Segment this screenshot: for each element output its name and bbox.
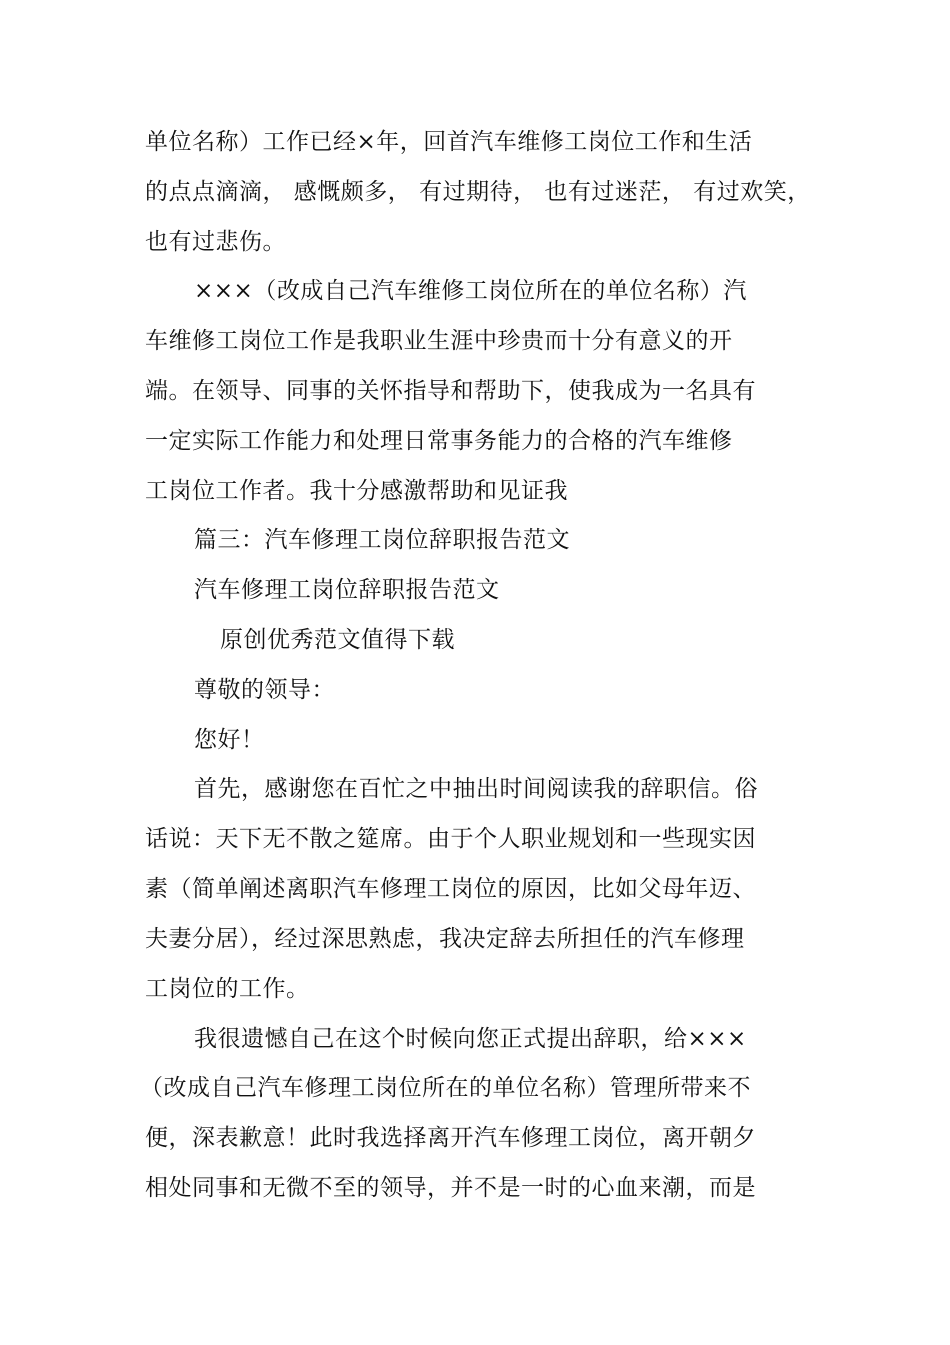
text-line: 车维修工岗位工作是我职业生涯中珍贵而十分有意义的开 — [145, 328, 733, 354]
text-line: 也有过悲伤。 — [145, 229, 286, 255]
text-line: 话说：天下无不散之筵席。由于个人职业规划和一些现实因 — [145, 826, 756, 852]
text-line: 工岗位工作者。我十分感激帮助和见证我 — [145, 478, 568, 504]
text-line: 单位名称）工作已经×年，回首汽车维修工岗位工作和生活 — [145, 129, 753, 155]
report-title: 汽车修理工岗位辞职报告范文 — [194, 577, 500, 603]
paragraph-start-line: 我很遗憾自己在这个时候向您正式提出辞职，给××× — [194, 1026, 747, 1052]
text-line: 一定实际工作能力和处理日常事务能力的合格的汽车维修 — [145, 428, 733, 454]
greeting: 您好！ — [194, 727, 265, 753]
paragraph-start-line: 首先，感谢您在百忙之中抽出时间阅读我的辞职信。俗 — [194, 776, 758, 802]
paragraph-start-line: ×××（改成自己汽车维修工岗位所在的单位名称）汽 — [194, 278, 747, 304]
text-line: 的点点滴滴， 感慨颇多， 有过期待， 也有过迷茫， 有过欢笑， — [145, 179, 811, 205]
text-line: 工岗位的工作。 — [145, 976, 310, 1002]
section-heading: 篇三：汽车修理工岗位辞职报告范文 — [194, 527, 570, 553]
text-line: 便，深表歉意！此时我选择离开汽车修理工岗位，离开朝夕 — [145, 1125, 756, 1151]
text-line: 端。在领导、同事的关怀指导和帮助下，使我成为一名具有 — [145, 378, 756, 404]
text-line: 素（简单阐述离职汽车修理工岗位的原因，比如父母年迈、 — [145, 876, 756, 902]
text-line: （改成自己汽车修理工岗位所在的单位名称）管理所带来不 — [140, 1075, 751, 1101]
report-subtitle: 原创优秀范文值得下载 — [220, 627, 455, 653]
text-line: 相处同事和无微不至的领导，并不是一时的心血来潮，而是 — [145, 1175, 756, 1201]
text-line: 夫妻分居），经过深思熟虑，我决定辞去所担任的汽车修理 — [145, 926, 745, 952]
salutation: 尊敬的领导： — [194, 677, 335, 703]
